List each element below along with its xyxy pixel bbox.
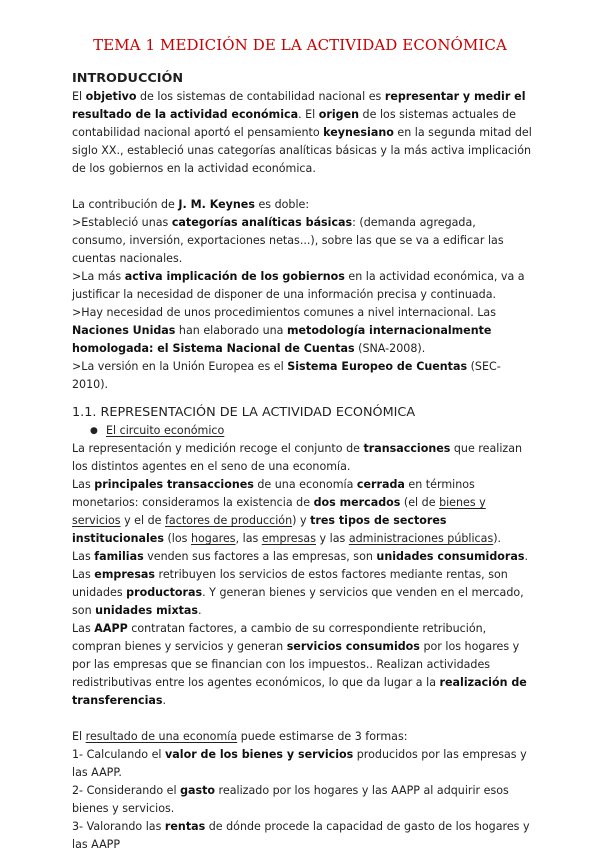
document-body: [72, 70, 532, 854]
result-item-1: 1- Calculando el valor de los bienes y servicios producidos por las empresas y las AAPP.: [72, 748, 527, 779]
result-item-2: 2- Considerando el gasto realizado por los hogares y las AAPP al adquirir esos bienes y servicios.: [72, 784, 509, 815]
results-intro: El resultado de una economía puede estimarse de 3 formas:: [72, 730, 408, 743]
section-paragraph-1: La representación y medición recoge el conjunto de transacciones que realizan los distintos agentes en el seno de una economía.: [72, 442, 523, 473]
keynes-item-2: >La más activa implicación de los gobiernos en la actividad económica, va a justificar la necesidad de disponer de una información precisa y continuada.: [72, 270, 525, 301]
section-paragraph-2: Las principales transacciones de una economía cerrada en términos monetarios: consideramos la existencia de dos mercados (el de bienes y servicios y el de factores de producción) y tres tipos de sectores institucionales (los hogares, las empresas y las administraciones públicas).: [72, 478, 502, 545]
keynes-item-4: >La versión en la Unión Europea es el Sistema Europeo de Cuentas (SEC-2010).: [72, 360, 501, 391]
keynes-paragraph: La contribución de J. M. Keynes es doble:: [72, 198, 310, 211]
keynes-item-1: >Estableció unas categorías analíticas básicas: (demanda agregada, consumo, inversión, exportaciones netas...), sobre las que se va a edificar las cuentas nacionales.: [72, 216, 504, 265]
intro-paragraph: El objetivo de los sistemas de contabilidad nacional es representar y medir el resultado de la actividad económica. El origen de los sistemas actuales de contabilidad nacional aportó el pensamiento keynesiano en la segunda mitad del siglo XX., estableció unas categorías analíticas básicas y la más activa implicación de los gobiernos en la actividad económica.: [72, 90, 532, 175]
bullet-dot-icon: ●: [90, 426, 98, 436]
section-paragraph-4: Las empresas retribuyen los servicios de estos factores mediante rentas, son unidades productoras. Y generan bienes y servicios que venden en el mercado, son unidades mixtas.: [72, 568, 524, 617]
bullet-item: [72, 422, 532, 440]
section-paragraph-3: Las familias venden sus factores a las empresas, son unidades consumidoras.: [72, 550, 528, 563]
section-heading: 1.1. REPRESENTACIÓN DE LA ACTIVIDAD ECONÓMICA: [72, 405, 416, 420]
keynes-item-3: >Hay necesidad de unos procedimientos comunes a nivel internacional. Las Naciones Unidas han elaborado una metodología internacionalmente homologada: el Sistema Nacional de Cuentas (SNA-2008).: [72, 306, 497, 355]
document-title: TEMA 1 MEDICIÓN DE LA ACTIVIDAD ECONÓMICA: [93, 36, 507, 54]
intro-heading: INTRODUCCIÓN: [72, 71, 184, 86]
bullet-label: El circuito económico: [106, 424, 225, 437]
section-paragraph-5: Las AAPP contratan factores, a cambio de su correspondiente retribución, compran bienes y servicios y generan servicios consumidos por los hogares y por las empresas que se financian con los impuestos.. Realizan actividades redistributivas entre los agentes económicos, lo que da lugar a la realización de transferencias.: [72, 622, 527, 707]
result-item-3: 3- Valorando las rentas de dónde procede la capacidad de gasto de los hogares y las AAPP: [72, 820, 530, 851]
